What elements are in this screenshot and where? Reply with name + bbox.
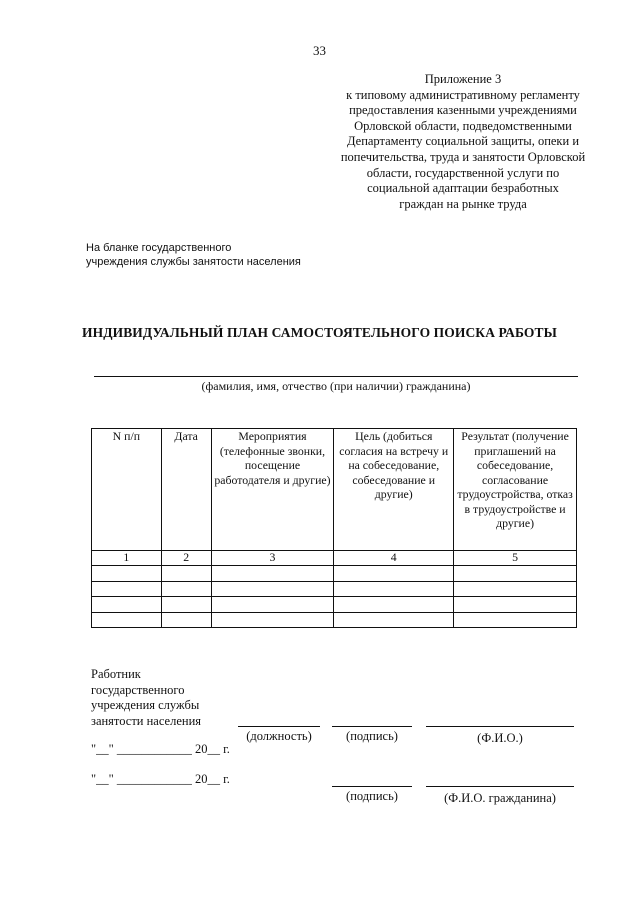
appendix-line: области, государственной услуги по xyxy=(366,165,560,180)
header-activities: Мероприятия (телефонные звонки, посещение работодателя и другие) xyxy=(211,429,334,551)
worker-date-line: "__" ____________ 20__ г. xyxy=(91,742,230,756)
document-title: ИНДИВИДУАЛЬНЫЙ ПЛАН САМОСТОЯТЕЛЬНОГО ПОИСКА РАБОТЫ xyxy=(82,325,557,340)
citizen-signature-line xyxy=(332,786,412,787)
table-row xyxy=(92,612,577,628)
table-header-row xyxy=(92,429,577,551)
citizen-signature-caption: (подпись) xyxy=(346,789,398,803)
signature-caption: (подпись) xyxy=(346,729,398,743)
fio-signature-caption: (Ф.И.О.) xyxy=(477,731,523,745)
page-number: 33 xyxy=(313,43,326,58)
appendix-line: Департаменту социальной защиты, опеки и xyxy=(346,134,580,149)
citizen-date-line: "__" ____________ 20__ г. xyxy=(91,772,230,786)
column-number: 1 xyxy=(92,551,162,566)
worker-line: занятости населения xyxy=(91,713,202,728)
appendix-line: социальной адаптации безработных xyxy=(367,181,559,196)
column-number: 4 xyxy=(334,551,454,566)
fio-fill-line xyxy=(94,376,578,377)
fio-line xyxy=(426,726,574,727)
worker-line: учреждения службы xyxy=(91,698,200,712)
citizen-fio-line xyxy=(426,786,574,787)
worker-line: Работник xyxy=(91,667,141,681)
position-caption: (должность) xyxy=(246,729,312,743)
appendix-line: Орловской области, подведомственными xyxy=(354,118,572,133)
column-number: 5 xyxy=(454,551,577,566)
header-date: Дата xyxy=(161,429,211,551)
appendix-line: Приложение 3 xyxy=(424,72,502,86)
appendix-line: граждан на рынке труда xyxy=(399,196,527,211)
table-row xyxy=(92,581,577,597)
worker-label xyxy=(91,667,201,729)
position-line xyxy=(238,726,320,727)
column-number: 3 xyxy=(211,551,334,566)
citizen-fio-caption: (Ф.И.О. гражданина) xyxy=(444,791,556,805)
fio-caption: (фамилия, имя, отчество (при наличии) гражданина) xyxy=(201,379,471,393)
signature-line xyxy=(332,726,412,727)
appendix-header xyxy=(318,72,608,212)
appendix-line: попечительства, труда и занятости Орловской xyxy=(340,149,586,164)
column-number: 2 xyxy=(161,551,211,566)
table-row xyxy=(92,597,577,613)
letterhead-note xyxy=(86,241,301,269)
worker-line: государственного xyxy=(91,682,185,697)
header-result: Результат (получение приглашений на собеседование, согласование трудоустройства, отказ в трудоустройстве и другие) xyxy=(454,429,577,551)
plan-table xyxy=(91,428,577,628)
appendix-line: предоставления казенными учреждениями xyxy=(349,103,577,118)
header-goal: Цель (добиться согласия на встречу и на собеседование, собеседование и другие) xyxy=(334,429,454,551)
letterhead-line-1: На бланке государственного xyxy=(86,242,232,254)
column-number-row xyxy=(92,551,577,566)
table-row xyxy=(92,566,577,582)
appendix-line: к типовому административному регламенту xyxy=(346,87,580,102)
letterhead-line-2: учреждения службы занятости населения xyxy=(86,256,301,268)
header-number: N п/п xyxy=(92,429,162,551)
